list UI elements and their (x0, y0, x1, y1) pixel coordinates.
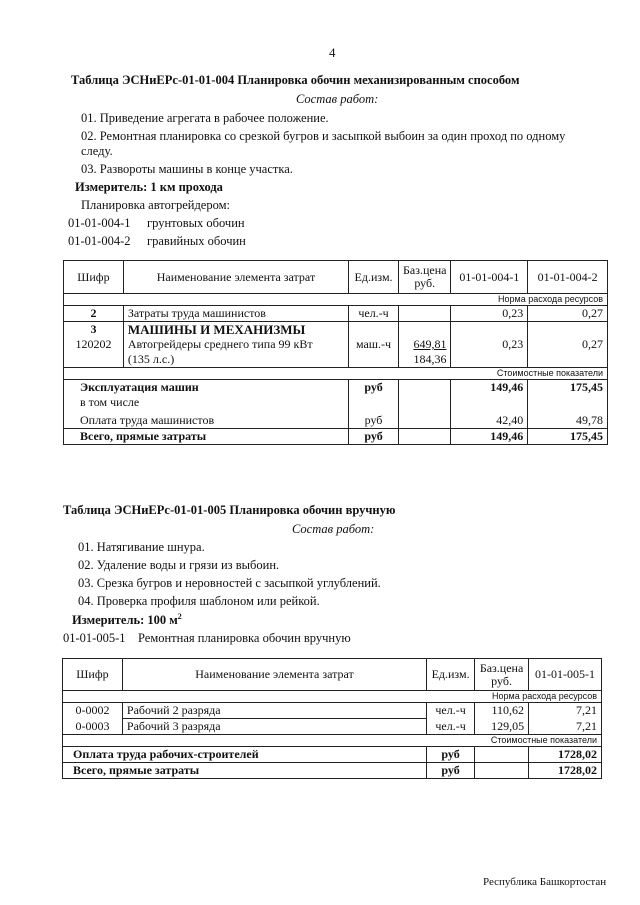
t1-r4-cipher: 120202 (64, 337, 124, 368)
t2-r1-name: Рабочий 2 разряда (122, 703, 426, 719)
table1-variant-2-name: гравийных обочин (147, 234, 246, 248)
t1-norm-label: Норма расхода ресурсов (64, 294, 608, 306)
table2-variant-code: 01-01-005-1 (63, 631, 126, 645)
t1-r4-name-line1: Автогрейдеры среднего типа 99 кВт (127, 337, 313, 351)
table1 (63, 260, 608, 445)
t1-r4-unit: маш.-ч (349, 337, 399, 368)
t1-r3-price (399, 322, 451, 338)
t1-r3-v2 (528, 322, 608, 338)
t2-r2-unit: чел.-ч (427, 719, 475, 735)
t1-t1-unit: руб (349, 380, 399, 396)
t2-cost-label: Стоимостные показатели (63, 735, 602, 747)
t1-r3-name: МАШИНЫ И МЕХАНИЗМЫ (123, 322, 348, 338)
t2-t1-name: Оплата труда рабочих-строителей (63, 747, 427, 763)
table2-measure-sup: 2 (177, 612, 182, 621)
t1-t2-v1 (451, 395, 528, 410)
t1-t3-unit: руб (349, 410, 399, 429)
table1-variant-1-name: грунтовых обочин (147, 216, 245, 230)
t1-t1-price (399, 380, 451, 396)
table2-work-4: 04. Проверка профиля шаблоном или рейкой. (78, 594, 320, 608)
page-number: 4 (329, 45, 336, 60)
table1-title: Таблица ЭСНиЕРс-01-01-004 Планировка обочин механизированным способом (71, 73, 520, 87)
t1-t2-unit (349, 395, 399, 410)
t1-r4-v2: 0,27 (528, 337, 608, 368)
t2-r2-cipher: 0-0003 (63, 719, 123, 735)
table1-work-3: 03. Развороты машины в конце участка. (81, 162, 293, 176)
table1-subtitle: Планировка автогрейдером: (81, 198, 231, 212)
t2-t1-price (475, 747, 529, 763)
table2-work-3: 03. Срезка бугров и неровностей с засыпкой углублений. (78, 576, 381, 590)
t1-header-name: Наименование элемента затрат (123, 261, 348, 294)
t1-header-unit: Ед.изм. (349, 261, 399, 294)
t1-t2-price (399, 395, 451, 410)
t1-t4-price (399, 429, 451, 445)
table2-variant-name: Ремонтная планировка обочин вручную (138, 631, 351, 645)
t2-header-unit: Ед.изм. (427, 659, 475, 691)
t1-r4-v1: 0,23 (451, 337, 528, 368)
table2-measure-text: Измеритель: 100 м (72, 613, 178, 628)
t2-r2-price: 129,05 (475, 719, 529, 735)
table2-sostav: Состав работ: (292, 522, 375, 536)
t2-header-cipher: Шифр (63, 659, 123, 691)
table2-measure (72, 612, 182, 628)
t2-r1-unit: чел.-ч (427, 703, 475, 719)
t1-t4-name: Всего, прямые затраты (64, 429, 349, 445)
t2-header-name: Наименование элемента затрат (122, 659, 426, 691)
t1-r2-v2: 0,27 (528, 306, 608, 322)
t1-r4-name-line2: (135 л.с.) (127, 352, 175, 366)
t1-t2-name: в том числе (64, 395, 349, 410)
t1-r2-v1: 0,23 (451, 306, 528, 322)
t1-r2-name: Затраты труда машинистов (123, 306, 348, 322)
t1-t4-v2: 175,45 (528, 429, 608, 445)
table2-work-2: 02. Удаление воды и грязи из выбоин. (78, 558, 280, 572)
t1-r2-cipher: 2 (64, 306, 124, 322)
t2-r1-price: 110,62 (475, 703, 529, 719)
t2-t2-price (475, 763, 529, 779)
table1-variant-1-code: 01-01-004-1 (68, 216, 131, 230)
t1-r4-price-2: 184,36 (413, 352, 447, 366)
table2 (62, 658, 602, 779)
t1-header-price: Баз.цена руб. (399, 261, 451, 294)
table2-work-1: 01. Натягивание шнура. (78, 540, 205, 554)
t1-t4-unit: руб (349, 429, 399, 445)
t2-t2-name: Всего, прямые затраты (63, 763, 427, 779)
table1-work-2-cont: следу. (81, 144, 113, 158)
t2-header-col1: 01-01-005-1 (529, 659, 602, 691)
t1-r4-name (123, 337, 348, 368)
t1-r4-price-1: 649,81 (413, 337, 447, 351)
table1-work-1: 01. Приведение агрегата в рабочее положение. (81, 111, 329, 125)
table1-work-2: 02. Ремонтная планировка со срезкой бугров и засыпкой выбоин за один проход по одному (81, 129, 566, 143)
t1-t3-v1: 42,40 (451, 410, 528, 429)
t1-r3-v1 (451, 322, 528, 338)
table2-title: Таблица ЭСНиЕРс-01-01-005 Планировка обочин вручную (63, 503, 396, 517)
t1-header-cipher: Шифр (64, 261, 124, 294)
t2-t2-unit: руб (427, 763, 475, 779)
t1-t1-name: Эксплуатация машин (64, 380, 349, 396)
t2-t1-unit: руб (427, 747, 475, 763)
t1-cost-label: Стоимостные показатели (64, 368, 608, 380)
table1-sostav: Состав работ: (296, 92, 379, 106)
t1-t2-v2 (528, 395, 608, 410)
t2-r2-v1: 7,21 (529, 719, 602, 735)
t1-t3-v2: 49,78 (528, 410, 608, 429)
footer-region: Республика Башкортостан (483, 876, 607, 888)
t2-header-price: Баз.цена руб. (475, 659, 529, 691)
t1-header-col2: 01-01-004-2 (528, 261, 608, 294)
t2-r1-v1: 7,21 (529, 703, 602, 719)
t1-t1-v2: 175,45 (528, 380, 608, 396)
table1-measure: Измеритель: 1 км прохода (75, 180, 223, 194)
t1-t3-name: Оплата труда машинистов (64, 410, 349, 429)
t1-r2-price (399, 306, 451, 322)
t1-t3-price (399, 410, 451, 429)
t1-r3-unit (349, 322, 399, 338)
t2-r2-name: Рабочий 3 разряда (122, 719, 426, 735)
t2-r1-cipher: 0-0002 (63, 703, 123, 719)
t1-r4-price (399, 337, 451, 368)
t1-r2-unit: чел.-ч (349, 306, 399, 322)
t1-header-col1: 01-01-004-1 (451, 261, 528, 294)
t1-r3-cipher: 3 (64, 322, 124, 338)
t2-norm-label: Норма расхода ресурсов (63, 691, 602, 703)
table1-variant-2-code: 01-01-004-2 (68, 234, 131, 248)
t1-t4-v1: 149,46 (451, 429, 528, 445)
t2-t2-v1: 1728,02 (529, 763, 602, 779)
t1-t1-v1: 149,46 (451, 380, 528, 396)
t2-t1-v1: 1728,02 (529, 747, 602, 763)
